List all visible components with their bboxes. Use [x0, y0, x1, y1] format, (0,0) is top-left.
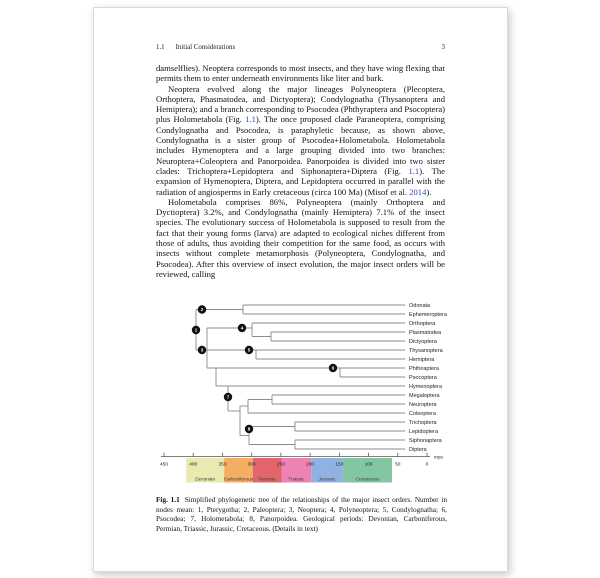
axis-tick-label: 350: [218, 462, 227, 468]
axis-tick-label: 450: [159, 462, 169, 468]
paragraph-text: damselflies). Neoptera corresponds to most insects, and they have wing flexing that permits them to enter underneath environments like liter and bark.: [156, 63, 445, 84]
taxon-label: Siphonaptera: [409, 437, 442, 444]
axis-tick-label: 150: [335, 462, 344, 468]
paragraph-neoptera: [156, 84, 445, 197]
section-number: 1.1: [156, 44, 165, 51]
taxon-label: Plasmatodea: [409, 329, 442, 336]
body-text: [156, 63, 445, 279]
taxon-label: Psocoptera: [409, 374, 437, 381]
taxon-label: Lepidoptera: [409, 428, 439, 435]
taxon-label: Diptera: [409, 446, 427, 453]
figure-caption: [156, 496, 447, 534]
paragraph-text: ). The once proposed clade Paraneoptera, comprising Condylognatha and Psocodea, is paraphyletic because, as shown above, Condylognatha is a sister group of Psocodea+Holometabola. Holometabola includes Hymenoptera and a large grouping divided into two branches: Neuroptera+Coleoptera and Panorpoidea. Panorpoidea is divided into two sister clades: Trichoptera+Lepidoptera and Siphonaptera+Diptera (Fig.: [156, 114, 445, 176]
svg-text:8: 8: [247, 426, 251, 432]
figure-caption-label: Fig. 1.1: [156, 496, 180, 504]
node-marker-polyneoptera: [238, 324, 246, 332]
axis-tick-label: 300: [247, 462, 256, 468]
axis-tick-label: 0: [425, 462, 429, 468]
svg-text:7: 7: [226, 394, 230, 400]
paragraph-holometabola: [156, 197, 445, 279]
axis-tick-label: 50: [395, 462, 401, 468]
taxon-label: Ephemeroptera: [409, 311, 447, 318]
geological-period-bands: [186, 458, 392, 483]
taxon-label: Coleoptera: [409, 410, 436, 417]
paragraph-continuation: [156, 63, 445, 84]
paragraph-text: Holometabola comprises 86%, Polyneoptera (mainly Orthoptera and Dyctioptera) 3.2%, and Condylognatha (mainly Hemiptera) 7.1% of the insect species. The evolutionary success of Holometabola is supposed to result from the fact that their young forms (larva) are adapted to ecological niches different from those of adults, thus avoiding their competition for the same food, as occurs with insects without complete metamorphosis (Polyneoptera, Condylognatha, and Psocodea). After this overview of insect evolution, the major insect orders will be reviewed, calling: [156, 196, 445, 279]
node-marker-condylognatha: [245, 346, 253, 354]
period-label: Devonian: [195, 476, 216, 482]
axis-tick-label: 400: [189, 462, 198, 468]
node-marker-psocodea: [329, 364, 337, 372]
figure-1-1-tree: [130, 293, 490, 499]
period-label: Cretaceous: [355, 476, 380, 482]
figure-caption-text: Simplified phylogenetic tree of the relationships of the major insect orders. Number in nodes mean: 1, Pterygotha; 2, Paleoptera; 3, Neoptera; 4, Polyneoptera; 5, Condylognatha; 6, Psocodea; 7, Holometabola; 8, Panorpoidea. Geological periods: Devonian, Carboniferous, Permian, Triassic, Jurassic, Cretaceous. (Details in text): [156, 496, 447, 533]
running-head: [156, 44, 445, 51]
page-number: 3: [441, 44, 445, 51]
running-title: Initial Considerations: [175, 44, 236, 51]
taxon-label: Megaloptera: [409, 392, 440, 399]
citation-link[interactable]: 2014: [409, 186, 427, 197]
taxon-label: Neuroptera: [409, 401, 437, 408]
node-marker-holometabola: [224, 393, 232, 401]
axis-tick-label: 200: [306, 462, 315, 468]
paragraph-text: ).: [426, 186, 432, 197]
taxon-label: Hymenoptera: [409, 383, 443, 390]
paragraph-text: Neoptera evolved along the major lineages Polyneoptera (Plecoptera, Orthoptera, Phasmatodea, and Dictyoptera); Condylognatha (Thysanoptera and Hemiptera); and a branch corresponding to Psocodea (Phthyraptera and Psocoptera) plus Holometabola (Fig.: [156, 83, 445, 125]
taxon-label: Orthoptera: [409, 320, 436, 327]
period-label: Jurassic: [318, 476, 336, 482]
paragraph-text: ). The expansion of Hymenoptera, Diptera, and Lepidoptera occurred in parallel with the radiation of angiosperms in Early cretaceous (circa 100 Ma) (Misof et al.: [156, 165, 445, 197]
taxa-labels: [409, 303, 448, 453]
taxon-label: Dictyoptera: [409, 338, 437, 345]
taxon-label: Phthiraptera: [409, 365, 439, 372]
taxon-label: Hemiptera: [409, 356, 435, 363]
axis-tick-label: 250: [276, 462, 285, 468]
axis-unit-label: mya: [434, 454, 443, 460]
svg-text:5: 5: [247, 347, 251, 353]
svg-text:4: 4: [240, 325, 244, 331]
svg-text:2: 2: [200, 307, 204, 313]
period-label: Permian: [258, 476, 276, 482]
period-label: Triassic: [288, 476, 305, 482]
node-marker-pterygota: [192, 326, 200, 334]
figure-ref-link[interactable]: 1.1: [245, 114, 256, 125]
tree-branches: [196, 305, 405, 449]
svg-text:3: 3: [200, 347, 204, 353]
node-marker-neoptera: [198, 346, 206, 354]
svg-text:6: 6: [331, 365, 335, 371]
node-marker-panorpoidea: [245, 425, 253, 433]
svg-text:1: 1: [194, 327, 198, 333]
taxon-label: Trichoptera: [409, 419, 437, 426]
taxon-label: Odonata: [409, 302, 431, 309]
period-label: Carboniferous: [223, 476, 254, 482]
taxon-label: Thysanoptera: [409, 347, 443, 354]
axis-tick-label: 100: [364, 462, 373, 468]
figure-ref-link[interactable]: 1.1: [408, 165, 420, 176]
node-marker-paleoptera: [198, 305, 206, 313]
tree-node-markers: [192, 305, 337, 433]
